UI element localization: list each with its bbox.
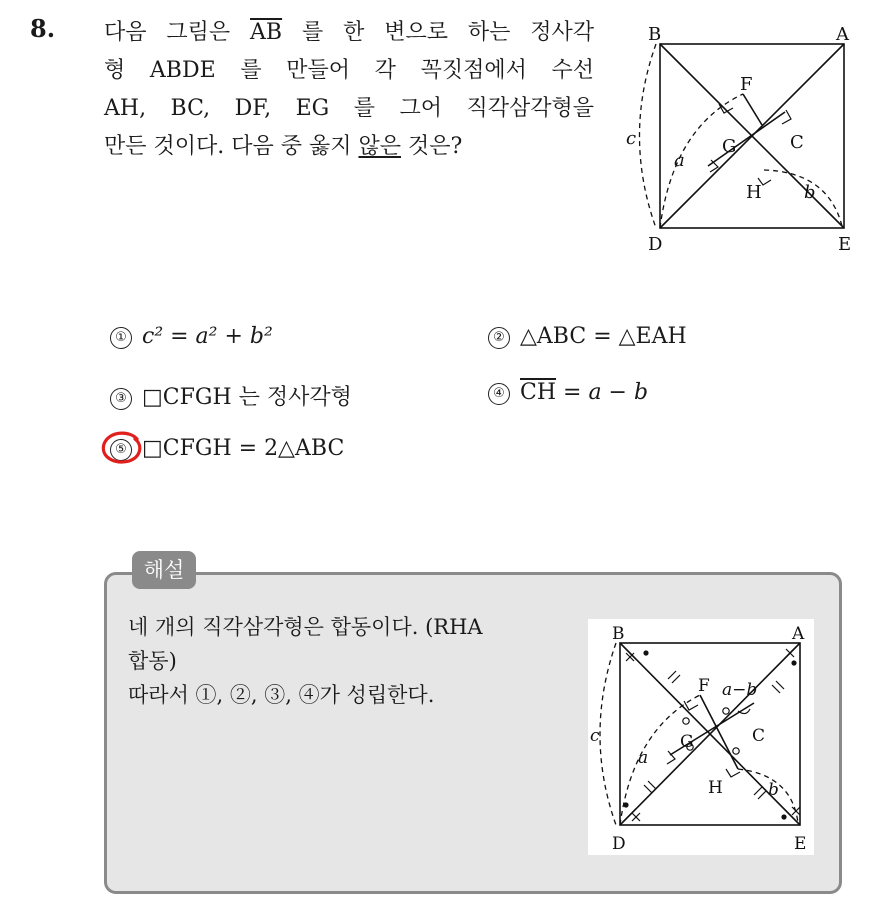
label-a-length: a: [674, 150, 685, 171]
label-a: A: [836, 24, 849, 45]
question-line-1-start: 다음 그림은: [104, 20, 251, 45]
option-3-number: ③: [110, 388, 132, 410]
solution-label-b-length: b: [768, 780, 779, 800]
label-d: D: [648, 234, 663, 255]
option-4[interactable]: [488, 380, 648, 405]
answer-circle-mark: [99, 427, 151, 467]
option-5-number: ⑤: [110, 439, 132, 461]
option-3-text: □CFGH 는 정사각형: [142, 385, 352, 410]
option-4-text: = a − b: [556, 380, 649, 405]
solution-label-h: H: [708, 778, 723, 798]
solution-line-3: 따라서 ①, ②, ③, ④가 성립한다.: [128, 683, 435, 707]
question-line-3: AH, BC, DF, EG 를 그어 직각삼각형을: [104, 96, 594, 121]
question-text: [104, 14, 594, 166]
label-b: B: [648, 24, 662, 45]
solution-text: [128, 610, 568, 712]
solution-label-d: D: [612, 834, 626, 854]
solution-figure: [588, 619, 814, 855]
option-4-number: ④: [488, 383, 510, 405]
solution-label-a-length: a: [638, 748, 649, 768]
solution-tag: 해설: [132, 551, 196, 589]
solution-line-2: 합동): [128, 649, 177, 673]
line-fh: [743, 94, 762, 125]
label-e: E: [838, 234, 852, 255]
solution-line-1: 네 개의 직각삼각형은 합동이다. (RHA: [128, 615, 483, 639]
label-c: C: [790, 132, 804, 153]
label-c-length: c: [626, 128, 637, 149]
question-line-4: [104, 128, 594, 166]
solution-label-b: B: [612, 624, 625, 644]
option-1-text: c² = a² + b²: [142, 324, 273, 349]
solution-label-e: E: [794, 834, 807, 854]
arc-b: [764, 170, 842, 226]
label-f: F: [740, 74, 753, 95]
option-3[interactable]: [110, 380, 352, 411]
label-g: G: [722, 136, 737, 157]
label-h: H: [746, 182, 762, 203]
option-1-number: ①: [110, 327, 132, 349]
question-line-4-end: 것은?: [401, 134, 463, 159]
question-line-2: 형 ABDE 를 만들어 각 꼭짓점에서 수선: [104, 58, 594, 83]
question-line-4-start: 만든 것이다. 다음 중 옳지: [104, 134, 359, 159]
solution-label-a-minus-b: a−b: [722, 680, 758, 700]
solution-label-g: G: [680, 732, 694, 752]
option-1[interactable]: [110, 324, 273, 349]
underlined-word: 않은: [358, 134, 401, 159]
question-number: 8.: [30, 14, 56, 43]
option-2-text: △ABC = △EAH: [520, 324, 687, 349]
segment-ab: $\overline{AB}$: [250, 20, 283, 45]
option-2-number: ②: [488, 327, 510, 349]
solution-label-c: C: [752, 726, 766, 746]
arc-c: [640, 44, 657, 228]
option-2[interactable]: [488, 324, 687, 349]
solution-arc-a: [620, 695, 700, 825]
question-line-1: [104, 14, 594, 52]
solution-label-a: A: [792, 624, 805, 644]
solution-label-f: F: [698, 676, 710, 696]
segment-ch: $\overline{CH}$: [520, 380, 557, 405]
solution-arc-c: [600, 643, 616, 825]
solution-label-c-length: c: [590, 726, 600, 746]
question-line-1-end: 를 한 변으로 하는 정사각: [282, 20, 594, 45]
label-b-length: b: [804, 182, 816, 203]
option-5-text: □CFGH = 2△ABC: [142, 436, 345, 461]
question-figure: [618, 22, 858, 258]
